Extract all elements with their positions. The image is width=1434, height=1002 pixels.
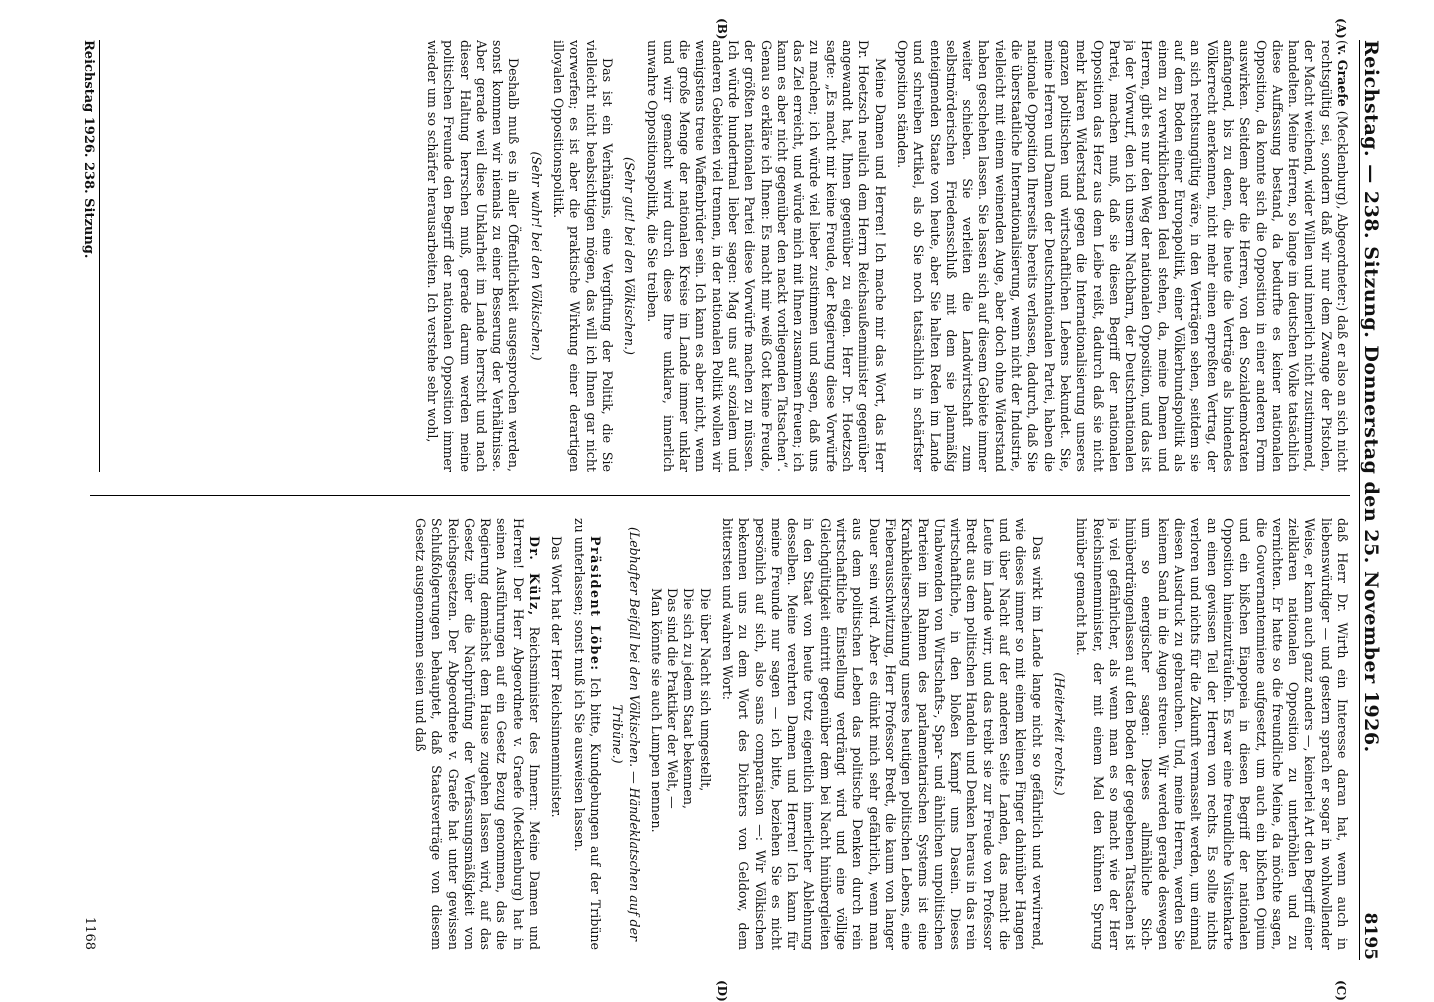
page-number: 8195 — [1360, 912, 1380, 960]
paragraph — [570, 518, 603, 950]
paragraph: (v. Graefe (Mecklenburg), Abgeordneter:) daß er also an sich nicht rechtsgültig sei, sondern daß wir nur dem Zwange der Pistolen, der Macht weichend, wider Willen und innerlich nicht zustimmend, handelten. Meine Herren, so lange im deutschen Volke tatsächlich diese Auffassung bestand, da bedurfte es keiner nationalen Opposition, da konnte sich die Opposition in einer anderen Form auswirken. Seitdem aber die Herren, von den Sozialdemokraten anfangend, bis zu denen, die heute die Verträge als bindendes Völkerrecht anerkennen, nicht mehr einen erpreßten Vertrag, der an sich rechtsungültig wäre, in den Verträgen sehen, seitdem sie auf dem Boden einer Europapolitik, einer Völkerbundspolitik als einem zu verwirklichenden Ideal stehen, da, meine Damen und Herren, gibt es nur den Weg der nationalen Opposition, und das ist ja der Vorwurf, den ich unserm Nachbarn, der Deutschnationalen Partei, machen muß, daß sie diesen Begriff der nationalen Opposition das Herz aus dem Leibe reißt, dadurch daß sie nicht mehr klaren Widerstand gegen die Internationalisierung unseres ganzen politischen und wirtschaftlichen Lebens bekundet. Sie, meine Herren und Damen der Deutschnationalen Partei, haben die nationale Opposition Ihrerseits bereits verlassen, dadurch, daß Sie die überstaatliche Internationalisierung, wenn nicht der Industrie, vielleicht mit einem weinenden Auge, aber doch ohne Widerstand haben geschehen lassen. Sie lassen sich auf diesem Gebiete immer weiter schieben. Sie verleiten die Landwirtschaft zum selbstmörderischen Friedensschluß mit dem sie planmäßig enteignenden Staate von heute, aber Sie halten Reden im Lande und schreiben Artikel, als ob Sie noch tatsächlich in schärfster Opposition ständen. — [894, 40, 1350, 472]
interjection: (Lebhafter Beifall bei den Völkischen. — Händeklatschen auf der Tribüne.) — [610, 526, 642, 942]
margin-marker-b: (B) — [715, 18, 729, 40]
margin-marker-d: (D) — [715, 980, 729, 1002]
margin-marker-c: (C) — [1334, 980, 1348, 1001]
minister-text: Meine Damen und Herren! Der Herr Abgeordnete v. Graefe (Mecklenburg) hat in seinen Ausführungen auf ein Gesetz Bezug genommen, das die Regierung demnächst dem Hause zugehen lassen wird, auf das Gesetz über die Nachprüfung der Verfassungsmäßigkeit von Reichsgesetzen. Der Abgeordnete v. Graefe hat unter gewissen Schlußfolgerungen behauptet, daß Staatsverträge von diesem Gesetz ausgenommen seien und daß — [412, 518, 543, 950]
paragraph: Das Wort hat der Herr Reichsinnenminister. — [549, 536, 565, 818]
paragraph-text: daß er also an sich nicht rechtsgültig sei, sondern daß wir nur dem Zwange der Pistolen, der Macht weichend, wider Willen und innerlich nicht zustimmend, handelten. Meine Herren, so lange im deutschen Volke tatsächlich diese Auffassung bestand, da bedurfte es keiner nationalen Opposition, da konnte sich die Opposition in einer anderen Form auswirken. Seitdem aber die Herren, von den Sozialdemokraten anfangend, bis zu denen, die heute die Verträge als bindendes Völkerrecht anerkennen, nicht mehr einen erpreßten Vertrag, der an sich rechtsungültig wäre, in den Verträgen sehen, seitdem sie auf dem Boden einer Europapolitik, einer Völkerbundspolitik als einem zu verwirklichenden Ideal stehen, da, meine Damen und Herren, gibt es nur den Weg der nationalen Opposition, und das ist ja der Vorwurf, den ich unserm Nachbarn, der Deutschnationalen Partei, machen muß, daß sie diesen Begriff der nationalen Opposition das Herz aus dem Leibe reißt, dadurch daß sie nicht mehr klaren Widerstand gegen die Internationalisierung unseres ganzen politischen und wirtschaftlichen Lebens bekundet. Sie, meine Herren und Damen der Deutschnationalen Partei, haben die nationale Opposition Ihrerseits bereits verlassen, dadurch, daß Sie die überstaatliche Internationalisierung, wenn nicht der Industrie, vielleicht mit einem weinenden Auge, aber doch ohne Widerstand haben geschehen lassen. Sie lassen sich auf diesem Gebiete immer weiter schieben. Sie verleiten die Landwirtschaft zum selbstmörderischen Friedensschluß mit dem sie planmäßig enteignenden Staate von heute, aber Sie halten Reden im Lande und schreiben Artikel, als ob Sie noch tatsächlich in schärfster Opposition ständen. — [894, 40, 1350, 472]
paragraph: Das ist ein Verhängnis, eine Vergiftung der Politik, die Sie vielleicht nicht beabsichtigen mögen, das will ich Ihnen gar nicht vorwerfen; es ist aber die praktische Wirkung einer derartigen illoyalen Oppositionspolitik. — [551, 40, 615, 472]
right-column — [100, 518, 1350, 950]
footer-sheet-number: 1168 — [82, 916, 97, 950]
verse-line: Die sich zu jedem Staat bekennen, — [681, 588, 697, 809]
interjection: (Sehr gut! bei den Völkischen.) — [622, 157, 638, 355]
page-title: Reichstag. — 238. Sitzung. Donnerstag den 25. November 1926. — [1360, 40, 1382, 753]
paragraph: Deshalb muß es in aller Öffentlichkeit ausgesprochen werden, sonst kommen wir niemals zu einer Besserung der Verhältnisse. Aber gerade weil diese Unklarheit im Lande herrscht und nach dieser Haltung herrschen muß, gerade darum werden meine politischen Freunde den Begriff der nationalen Opposition immer wieder um so schärfer herausarbeiten. Ich verstehe sehr wohl, — [424, 40, 522, 472]
minister-label: Dr. Külz, — [527, 536, 543, 617]
left-column — [100, 40, 1350, 472]
paragraph: daß Herr Dr. Wirth ein Interesse daran hat, wenn auch in liebenswürdiger — und gestern sprach er sogar in wohlwollender Weise, er kann auch ganz anders —, keinerlei Art den Begriff einer zielklaren nationalen Opposition zu unterhöhlen und zu vernichten. Er hatte so die freundliche Meine, da möchte sagen, die Gouvernantenmiene aufgesetzt, um auch ein bißchen Opium und ein bißchen Eiapopeia in diesen Begriff der nationalen Opposition hineinzuträufeln. Es war eine freundliche Visitenkarte an einen gewissen Teil der Herren von rechts. Es sollte nichts verloren und nichts für die Zukunft vermasselt werden, um einmal diesen Ausdruck zu gebrauchen. Und, meine Herren, werden Sie keinem Sand in die Augen streuen. Wir werden gerade deswegen um so energischer sagen: Dieses allmähliche Sich-hinüberdrängenlassen auf den Boden der gegebenen Tatsachen ist ja viel gefährlicher, als wenn man es so macht wie der Herr Reichsinnenminister, der mit einem Mal den kühnen Sprung hinüber gemacht hat. — [1074, 518, 1350, 950]
page-header — [1359, 40, 1394, 960]
speaker-note: (Mecklenburg), Abgeordneter: — [1335, 110, 1350, 307]
president-label: Präsident Löbe: — [587, 536, 603, 672]
interjection: (Heiterkeit rechts.) — [1051, 672, 1067, 796]
paragraph — [412, 518, 542, 950]
verse-line: Man könnte sie auch Lumpen nennen. — [648, 588, 664, 833]
president-text: Ich bitte, Kundgebungen auf der Tribüne zu unterlassen; sonst muß ich Sie ausweisen lassen. — [571, 518, 603, 950]
column-divider — [90, 495, 1350, 496]
verse-line: Das sind die Praktiker der Welt, — — [665, 588, 681, 809]
margin-marker-a: (A) — [1334, 18, 1348, 39]
footer-session: Reichstag 1926. 238. Sitzung. — [81, 40, 100, 472]
verse-line: Die über Nacht sich umgestellt, — [697, 588, 713, 792]
paragraph: Das wirkt im Lande lange nicht so gefährlich und verwirrend, wie dieses immer so mit einem kleinen Finger dahinüber Hangen und über Nacht auf der anderen Seite Landen, das macht die Leute im Lande wirr, und das treibt sie zur Freude von Professor Bredt aus dem politischen Handeln und Denken heraus in das rein wirtschaftliche, in den bloßen Kampf ums Dasein. Dieses Unabwenden von Wirtschafts-, Spar- und ähnlichen unpolitischen Parteien im Rahmen des parlamentarischen Systems ist eine Krankheitserscheinung unseres heutigen politischen Lebens, eine Fieberausschwitzung, Herr Professor Bredt, die kaum von langer Dauer sein wird. Aber es dünkt mich sehr gefährlich, wenn man aus dem politischen Leben das politische Denken durch rein wirtschaftliche Einstellung verdrängt wird und eine völlige Gleichgültigkeit eintritt gegenüber dem bei Nacht hinübergleiten in den Staat von heute trotz eigentlich innerlicher Ablehnung desselben. Meine verehrten Damen und Herren! Ich kann für meine Freunde nur sagen — ich bitte, beziehen Sie es nicht persönlich auf sich, also sans comparaison —: Wir Völkischen bekennen uns zu dem Wort des Dichters von Geldow, dem bittersten und wahren Wort: — [720, 518, 1045, 950]
minister-role: Reichsminister des Innern: — [527, 626, 543, 812]
interjection: (Sehr wahr! bei den Völkischen.) — [528, 151, 544, 361]
paragraph: Meine Damen und Herren! Ich mache mir das Wort, das Herr Dr. Hoetzsch neulich dem Herrn Reichsaußenminister gegenüber angewandt hat, Ihnen gegenüber zu eigen. Herr Dr. Hoetzsch sagte: „Es macht mir keine Freude, der Regierung diese Vorwürfe zu machen; ich würde viel lieber zustimmen und sagen, daß uns das Ziel erreicht, und würde mich mit Ihnen zusammen freuen; ich kann es aber nicht gegenüber den nackt vorliegenden Tatsachen“. Genau so erkläre ich Ihnen: Es macht mir weiß Gott keine Freude, der größten nationalen Partei diese Vorwürfe machen zu müssen. Ich würde hundertmal lieber sagen: Mag uns auf sozialem und anderen Gebieten viel trennen, in der nationalen Politik wollen wir wenigstens treue Waffenbrüder sein. Ich kann es aber nicht, wenn die große Menge der nationalen Kreise im Lande immer unklar und wirr gemacht wird durch diese Ihre unklare, innerlich unwahre Oppositionspolitik, die Sie treiben. — [644, 40, 888, 472]
speaker-name: v. Graefe — [1335, 44, 1350, 107]
